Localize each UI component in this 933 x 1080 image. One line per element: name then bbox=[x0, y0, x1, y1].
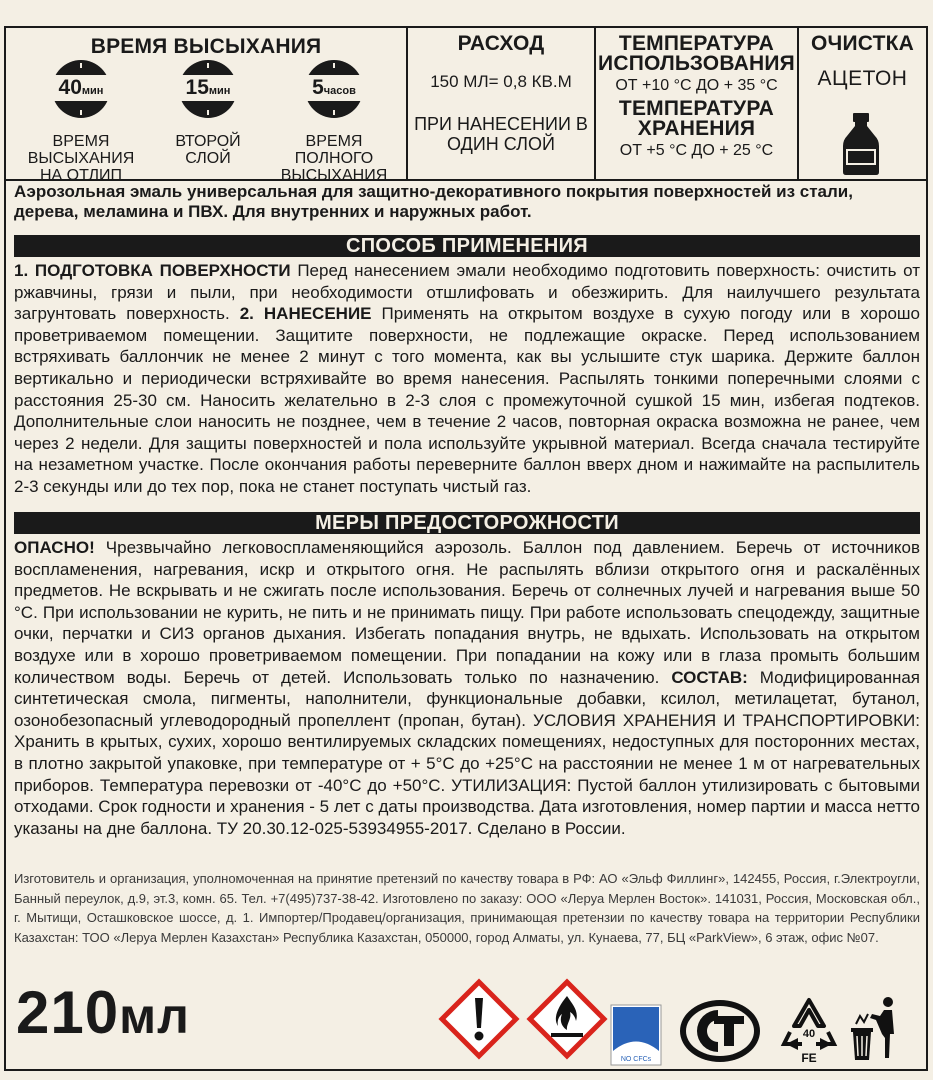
cleaning-agent: АЦЕТОН bbox=[817, 67, 908, 90]
info-table bbox=[6, 28, 926, 184]
full-dry-timer bbox=[269, 60, 399, 184]
consumption-cell bbox=[408, 28, 596, 179]
no-cfc-icon bbox=[610, 1004, 662, 1066]
flammable-hazard-icon bbox=[526, 978, 608, 1060]
storage-temperature-range: ОТ +5 °С ДО + 25 °С bbox=[619, 142, 774, 159]
timer-value: 15мин bbox=[161, 75, 255, 101]
recycle-icon bbox=[778, 994, 840, 1066]
cleaning-cell bbox=[799, 28, 926, 179]
storage-temperature-title: ТЕМПЕРАТУРА ХРАНЕНИЯ bbox=[618, 97, 775, 140]
product-description: Аэрозольная эмаль универсальная для защитно-декоративного покрытия поверхностей из стали, дерева, меламина и ПВХ. Для внутренних и наружных работ. bbox=[14, 182, 853, 221]
drying-time-cell bbox=[6, 28, 408, 184]
precautions-text: ОПАСНО! Чрезвычайно легковоспламеняющийся аэрозоль. Баллон под давлением. Беречь от источников воспламенения, нагревания, искр и открытого огня. Не распылять вблизи открытого огня и раскалённых предметов. Не вскрывать и не сжигать после использования. Беречь от солнечных лучей и нагревания выше 50 °С. При использовании не курить, не пить и не принимать пищу. При работе использовать спецодежду, защитные очки, перчатки и СИЗ органов дыхания. Избегать попадания внутрь, не вдыхать. Использовать на открытом воздухе или в хорошо проветриваемом помещении. При попадании на кожу или в глаза промыть большим количеством воды. Беречь от детей. Использовать только по назначению. СОСТАВ: Модифицированная синтетическая смола, пигменты, наполнители, функциональные добавки, ксилол, метилацетат, бутанол, озонобезопасный углеводородный пропеллент (пропан, бутан). УСЛОВИЯ ХРАНЕНИЯ И ТРАНСПОРТИРОВКИ: Хранить в крытых, сухих, хорошо вентилируемых складских помещениях, недоступных для посторонних местах, в плотно закрытой упаковке, при температуре от + 5°С до +25°С на расстоянии не менее 1 м от нагревательных приборов. Температура перевозки от -40°С до +50°С. УТИЛИЗАЦИЯ: Пустой баллон утилизировать с бытовыми отходами. Срок годности и хранения - 5 лет с даты производства. Дата изготовления, номер партии и масса нетто указаны на дне баллона. ТУ 20.30.12-025-53934955-2017. Сделано в России. bbox=[14, 538, 921, 838]
svg-text:40: 40 bbox=[802, 1028, 816, 1040]
consumption-note: ПРИ НАНЕСЕНИИ В ОДИН СЛОЙ bbox=[414, 114, 588, 154]
consumption-title: РАСХОД bbox=[457, 32, 545, 55]
stopwatch-icon bbox=[179, 60, 237, 118]
drying-time-title: ВРЕМЯ ВЫСЫХАНИЯ bbox=[90, 35, 322, 58]
use-temperature-title: ТЕМПЕРАТУРА ИСПОЛЬЗОВАНИЯ bbox=[598, 32, 795, 75]
volume: 210мл bbox=[16, 979, 190, 1046]
manufacturer-info: Изготовитель и организация, уполномоченная на принятие претензий по качеству товара в РФ: АО «Эльф Филлинг», 142455, Россия, г.Электроугли, Банный переулок, д.9, эт.3, комн. 65. Тел. +7(495)737-38-42. Изготовлено по заказу: ООО «Леруа Мерлен Восток». 141031, Россия, Московская обл., г. Мытищи, Осташковское шоссе, д. 1. Импортер/Продавец/организация, принимающая претензии по качеству товара на территории Республики Казахстан: ТОО «Леруа Мерлен Казахстан» Республика Казахстан, 050000, город Алматы, ул. Кунаева, 77, БЦ «ParkView», 6 этаж, офис №07. bbox=[14, 871, 920, 945]
timer-value: 40мин bbox=[34, 75, 128, 101]
svg-text:FE: FE bbox=[801, 1051, 817, 1065]
use-temperature-range: ОТ +10 °С ДО + 35 °С bbox=[615, 77, 778, 94]
exclamation-hazard-icon bbox=[438, 978, 520, 1060]
rst-certification-icon bbox=[678, 998, 762, 1064]
label-frame bbox=[4, 26, 928, 1071]
timer-value: 5часов bbox=[287, 75, 381, 101]
stopwatch-icon bbox=[305, 60, 363, 118]
svg-text:NO CFCs: NO CFCs bbox=[620, 1056, 652, 1063]
cleaning-title: ОЧИСТКА bbox=[810, 32, 915, 55]
dispose-in-bin-icon bbox=[848, 994, 900, 1064]
bottle-icon bbox=[835, 112, 887, 176]
drying-timers bbox=[6, 60, 408, 184]
consumption-rate: 150 МЛ= 0,8 КВ.М bbox=[430, 72, 572, 91]
application-text: 1. ПОДГОТОВКА ПОВЕРХНОСТИ Перед нанесением эмали необходимо подготовить поверхность: очистить от ржавчины, грязи и пыли, при необходимости отшлифовать и обезжирить. Для наилучшего результата загрунтовать поверхность. 2. НАНЕСЕНИЕ Применять на открытом воздухе в сухую погоду или в хорошо проветриваемом помещении. Защитите поверхности, не подлежащие окраске. Перед использованием встряхивать баллончик не менее 2 минут с того момента, как вы услышите стук шарика. Держите баллон вертикально и периодически встряхивайте во время нанесения. Распылять тонкими поперечными слоями с расстояния 25-30 см. Наносить желательно в 2-3 слоя с промежуточной сушкой 15 мин, избегая подтеков. Дополнительные слои наносить не позднее, чем в течение 2 часов, повторная окраска возможна не ранее, чем через 2 недели. Для защиты поверхностей и пола используйте укрывной материал. Всегда сначала тестируйте на незаметном участке. После окончания работы переверните баллон вверх дном и нажимайте на распылитель 2-3 секунды или до тех пор, пока не станет поступать чистый газ. bbox=[14, 261, 920, 496]
second-coat-timer bbox=[163, 60, 253, 167]
application-heading: СПОСОБ ПРИМЕНЕНИЯ bbox=[14, 235, 920, 257]
timer-label: ВРЕМЯ ПОЛНОГО ВЫСЫХАНИЯ bbox=[280, 133, 388, 184]
timer-label: ВТОРОЙ СЛОЙ bbox=[175, 133, 241, 167]
stopwatch-icon bbox=[52, 60, 110, 118]
tack-free-timer bbox=[16, 60, 146, 184]
timer-label: ВРЕМЯ ВЫСЫХАНИЯ НА ОТЛИП bbox=[27, 133, 135, 184]
precautions-heading: МЕРЫ ПРЕДОСТОРОЖНОСТИ bbox=[14, 512, 920, 534]
temperature-cell bbox=[596, 28, 799, 179]
